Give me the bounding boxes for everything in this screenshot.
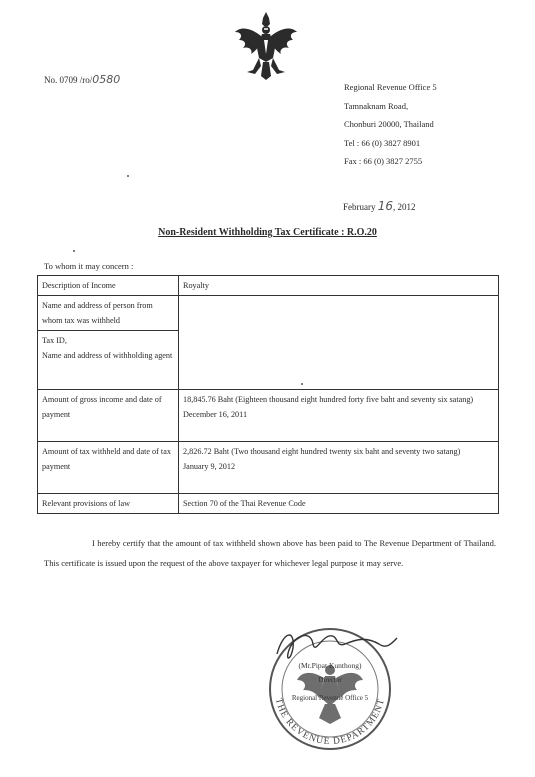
official-stamp-and-signature [255, 614, 405, 754]
row-label: Name and address of person from whom tax was withheld [38, 296, 179, 331]
table-row [38, 494, 499, 514]
certificate-title: Non-Resident Withholding Tax Certificate : R.O.20 [158, 227, 377, 238]
office-line: Tel : 66 (0) 3827 8901 [344, 137, 421, 148]
signatory-office: Regional Revenue Office 5 [291, 694, 369, 702]
row-label [38, 331, 179, 390]
row-label: Amount of gross income and date of payment [38, 390, 179, 442]
garuda-emblem [233, 10, 299, 82]
signatory-role: Director [318, 676, 342, 684]
row-label-line: Tax ID, [42, 336, 67, 345]
scan-speck [127, 175, 129, 177]
certificate-table [37, 275, 499, 514]
salutation: To whom it may concern : [44, 261, 134, 271]
gross-income-date: December 16, 2011 [183, 410, 248, 419]
tax-payment-date: January 9, 2012 [183, 462, 236, 471]
reference-prefix: No. 0709 /ro/ [44, 75, 93, 85]
table-row [38, 442, 499, 494]
certification-paragraph [44, 533, 496, 573]
office-line: Chonburi 20000, Thailand [344, 119, 434, 129]
certification-text: I hereby certify that the amount of tax withheld shown above has been paid to The Revenue Department of Thailand. This certificate is issued upon the request of the above taxpayer for whichever legal purpose it may serve. [44, 538, 496, 568]
office-address-block [344, 78, 437, 171]
office-line: Fax : 66 (0) 3827 2755 [344, 156, 423, 166]
row-label: Amount of tax withheld and date of tax payment [38, 442, 179, 494]
table-row [38, 296, 499, 331]
date-day-handwritten: 16 [377, 199, 394, 213]
table-row [38, 276, 499, 296]
date-year: , 2012 [393, 202, 416, 212]
office-line: Tamnaknam Road, [344, 100, 409, 111]
row-value: Section 70 of the Thai Revenue Code [179, 494, 499, 514]
row-label-line: Name and address of withholding agent [42, 351, 173, 360]
reference-handwritten: 0580 [92, 73, 121, 86]
reference-number [44, 73, 120, 86]
table-row [38, 390, 499, 442]
row-value: Royalty [179, 276, 499, 296]
office-line: Regional Revenue Office 5 [344, 82, 437, 92]
row-value [179, 442, 499, 494]
gross-income-amount: 18,845.76 Baht (Eighteen thousand eight hundred forty five baht and seventy six satang) [183, 395, 474, 404]
row-label: Description of Income [38, 276, 179, 296]
document-date [343, 199, 416, 213]
row-value [179, 390, 499, 442]
scan-speck [73, 250, 75, 252]
tax-withheld-amount: 2,826.72 Baht (Two thousand eight hundred twenty six baht and seventy two satang) [183, 447, 461, 456]
date-month: February [343, 202, 376, 212]
signatory-name: (Mr.Pipat Kunthong) [298, 661, 362, 670]
row-value [179, 296, 499, 390]
row-label: Relevant provisions of law [38, 494, 179, 514]
stamp-text: THE REVENUE DEPARTMENT [272, 697, 388, 748]
scan-speck [301, 383, 303, 385]
